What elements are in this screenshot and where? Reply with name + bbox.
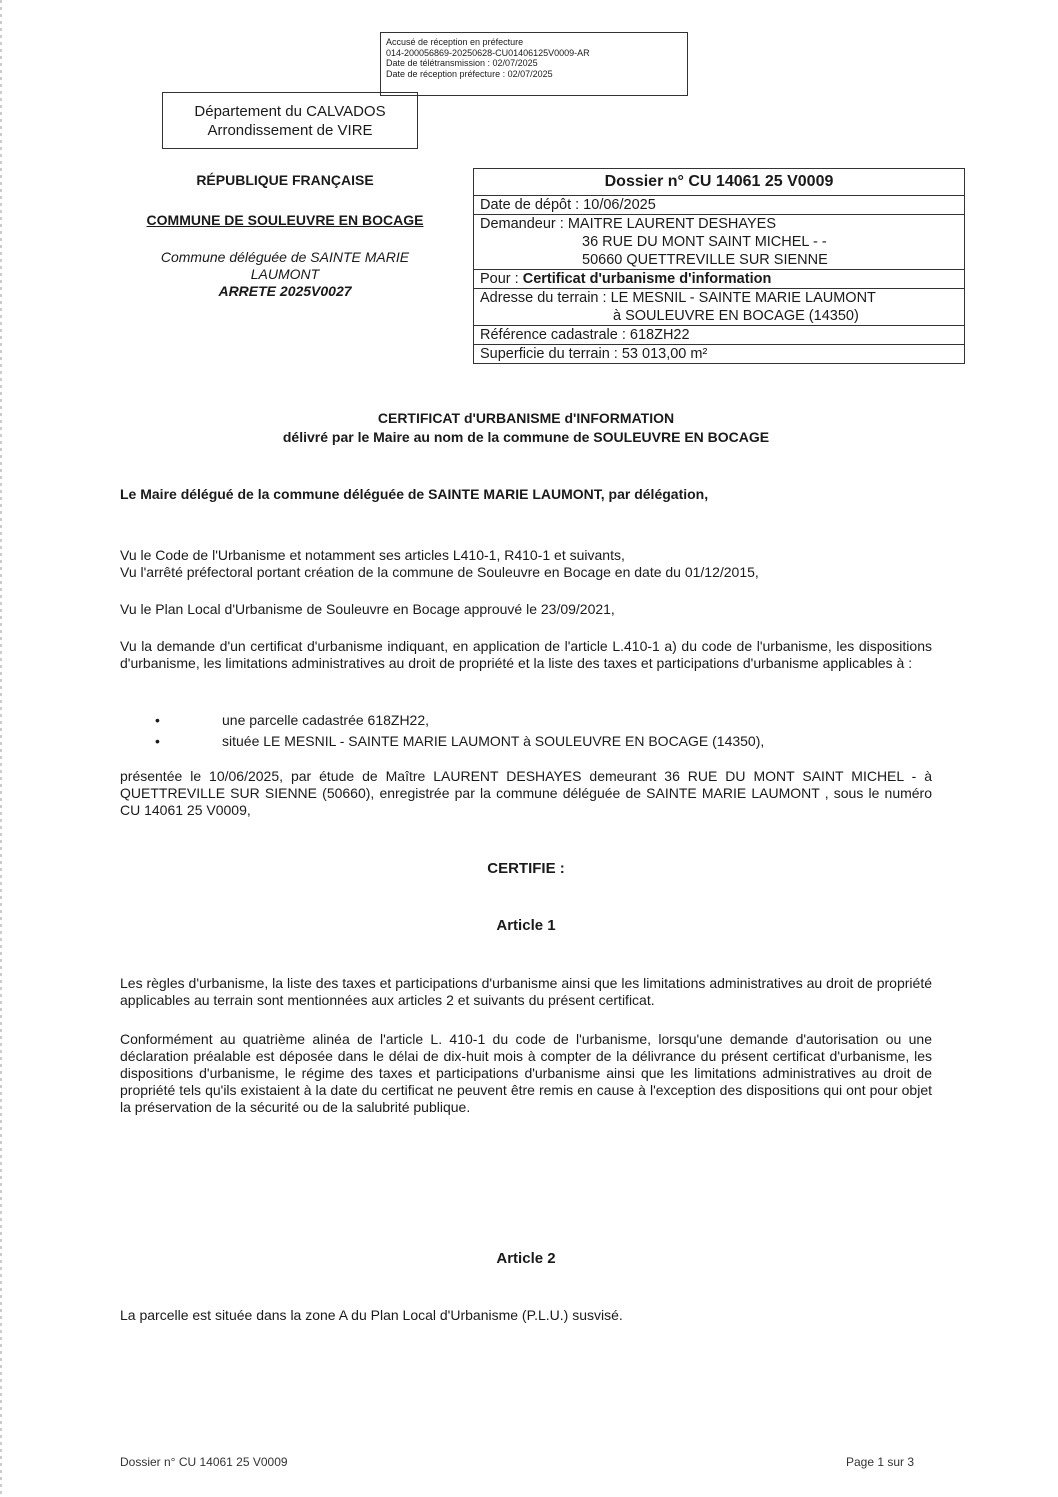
vu-demande: Vu la demande d'un certificat d'urbanisme indiquant, en application de l'article L.410-1 a) du code de l'urbanisme, les dispositions d'urbanisme, les limitations administratives au droit de propriété et la liste des taxes et participations d'urbanisme applicables à : — [120, 638, 932, 671]
dossier-box — [473, 168, 965, 364]
vu-line: Vu le Code de l'Urbanisme et notamment ses articles L410-1, R410-1 et suivants, — [120, 547, 625, 563]
stamp-line: Date de télétransmission : 02/07/2025 — [386, 58, 538, 68]
bullet-mark: • — [155, 712, 160, 728]
vu-line: Vu l'arrêté préfectoral portant création de la commune de Souleuvre en Bocage en date du 01/12/2015, — [120, 564, 759, 580]
adresse-line: à SOULEUVRE EN BOCAGE (14350) — [613, 308, 859, 324]
stamp-line: 014-200056869-20250628-CU01406125V0009-AR — [386, 47, 590, 58]
article1-paragraph1: Les règles d'urbanisme, la liste des taxes et participations d'urbanisme ainsi que les limitations administratives au droit de propriété applicables au terrain sont mentionnées aux articles 2 et suivants du présent certificat. — [120, 975, 932, 1008]
stamp-line: Accusé de réception en préfecture — [386, 37, 524, 47]
title-line: CERTIFICAT d'URBANISME d'INFORMATION — [377, 410, 675, 426]
demandeur-line: 36 RUE DU MONT SAINT MICHEL - - — [582, 234, 827, 250]
demandeur — [474, 214, 964, 269]
vu-plu: Vu le Plan Local d'Urbanisme de Souleuvre en Bocage approuvé le 23/09/2021, — [120, 601, 615, 617]
presentation-paragraph: présentée le 10/06/2025, par étude de Maître LAURENT DESHAYES demeurant 36 RUE DU MONT SAINT MICHEL - à QUETTREVILLE SUR SIENNE (50660), enregistrée par la commune déléguée de SAINTE MARIE LAUMONT , sous le numéro CU 14061 25 V0009, — [120, 768, 932, 818]
delegated-line: Commune déléguée de SAINTE MARIE — [160, 249, 410, 265]
pour — [474, 269, 964, 288]
footer-page: Page 1 sur 3 — [846, 1455, 915, 1469]
reference-cadastrale: Référence cadastrale : 618ZH22 — [474, 325, 964, 344]
certificate-title — [120, 409, 932, 447]
department-box — [162, 92, 418, 149]
delegated-line: LAUMONT — [250, 266, 320, 282]
bullet-situation: située LE MESNIL - SAINTE MARIE LAUMONT à SOULEUVRE EN BOCAGE (14350), — [222, 733, 765, 749]
dossier-number: Dossier n° CU 14061 25 V0009 — [604, 173, 834, 190]
adresse-line: Adresse du terrain : LE MESNIL - SAINTE MARIE LAUMONT — [480, 290, 876, 306]
pour-label: Pour : — [480, 271, 523, 287]
department-line: Département du CALVADOS — [194, 103, 386, 120]
delegated-commune — [120, 249, 450, 300]
arrondissement-line: Arrondissement de VIRE — [207, 122, 373, 139]
intro-line: Le Maire délégué de la commune déléguée de SAINTE MARIE LAUMONT, par délégation, — [120, 486, 709, 502]
demandeur-line: Demandeur : MAITRE LAURENT DESHAYES — [480, 216, 776, 232]
article2-heading: Article 2 — [496, 1250, 556, 1267]
article1-paragraph2: Conformément au quatrième alinéa de l'article L. 410-1 du code de l'urbanisme, lorsqu'une demande d'autorisation ou une déclaration préalable est déposée dans le délai de dix-huit mois à compter de la délivrance du présent certificat d'urbanisme, les dispositions d'urbanisme, le régime des taxes et participations d'urbanisme ainsi que les limitations administratives au droit de propriété tels qu'ils existaient à la date du certificat ne peuvent être remis en cause à l'exception des dispositions qui ont pour objet la préservation de la sécurité ou de la salubrité publique. — [120, 1031, 932, 1115]
article2-paragraph: La parcelle est située dans la zone A du Plan Local d'Urbanisme (P.L.U.) susvisé. — [120, 1307, 623, 1323]
adresse-terrain — [474, 288, 964, 325]
title-line: délivré par le Maire au nom de la commune de SOULEUVRE EN BOCAGE — [282, 429, 770, 445]
commune-title: COMMUNE DE SOULEUVRE EN BOCAGE — [146, 212, 424, 228]
stamp-line: Date de réception préfecture : 02/07/2025 — [386, 68, 553, 79]
article1-heading: Article 1 — [496, 917, 556, 934]
scan-edge — [0, 0, 2, 1497]
superficie: Superficie du terrain : 53 013,00 m² — [474, 344, 964, 363]
bullet-mark: • — [155, 733, 160, 749]
date-depot: Date de dépôt : 10/06/2025 — [474, 195, 964, 214]
demandeur-line: 50660 QUETTREVILLE SUR SIENNE — [582, 252, 828, 268]
pour-value: Certificat d'urbanisme d'information — [522, 271, 772, 287]
prefecture-stamp — [380, 32, 688, 96]
certifie-heading: CERTIFIE : — [487, 860, 565, 877]
bullet-parcelle: une parcelle cadastrée 618ZH22, — [222, 712, 430, 728]
arrete-number: ARRETE 2025V0027 — [218, 283, 352, 299]
republic-title: RÉPUBLIQUE FRANÇAISE — [196, 172, 374, 188]
vu-code — [120, 547, 932, 581]
footer-dossier: Dossier n° CU 14061 25 V0009 — [120, 1455, 288, 1469]
